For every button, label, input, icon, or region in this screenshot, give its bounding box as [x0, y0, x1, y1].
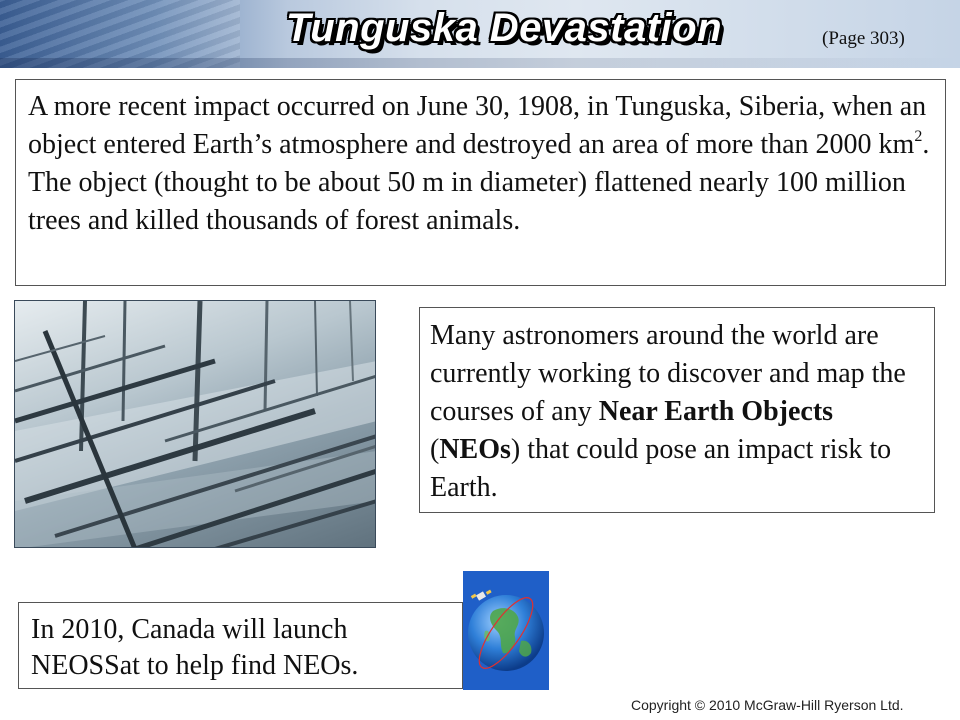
- intro-text-part-2: . The object (thought to be about 50 m in diameter) flattened nearly 100 million trees and killed thousands of forest animals.: [28, 129, 930, 236]
- neo-text-part-2: (: [430, 434, 440, 465]
- tunguska-forest-photo: [14, 300, 376, 548]
- copyright-notice: Copyright © 2010 McGraw-Hill Ryerson Ltd.: [631, 697, 904, 713]
- page-reference: (Page 303): [822, 28, 905, 49]
- earth-satellite-image: [463, 571, 549, 690]
- neo-text-part-1: Many astronomers around the world are currently working to discover and map the courses of any: [430, 320, 906, 427]
- header-band: [0, 58, 960, 68]
- earth-globe-icon: [463, 571, 549, 690]
- slide-title: Tunguska Devastation: [286, 6, 723, 50]
- neo-bold-neos: NEOs: [439, 434, 511, 465]
- intro-text-part-1: A more recent impact occurred on June 30, 1908, in Tunguska, Siberia, when an object entered Earth’s atmosphere and destroyed an area of more than 2000 km: [28, 91, 927, 160]
- intro-text-box: [15, 79, 946, 286]
- fallen-trees-illustration: [15, 301, 376, 548]
- neo-bold-near-earth-objects: Near Earth Objects: [598, 396, 834, 427]
- intro-superscript: 2: [914, 127, 923, 145]
- neossat-text-box: [18, 602, 463, 689]
- neo-text-part-3: ) that could pose an impact risk to Earth.: [430, 434, 892, 503]
- neossat-text: In 2010, Canada will launch NEOSSat to help find NEOs.: [31, 614, 359, 681]
- neo-text-box: [419, 307, 935, 513]
